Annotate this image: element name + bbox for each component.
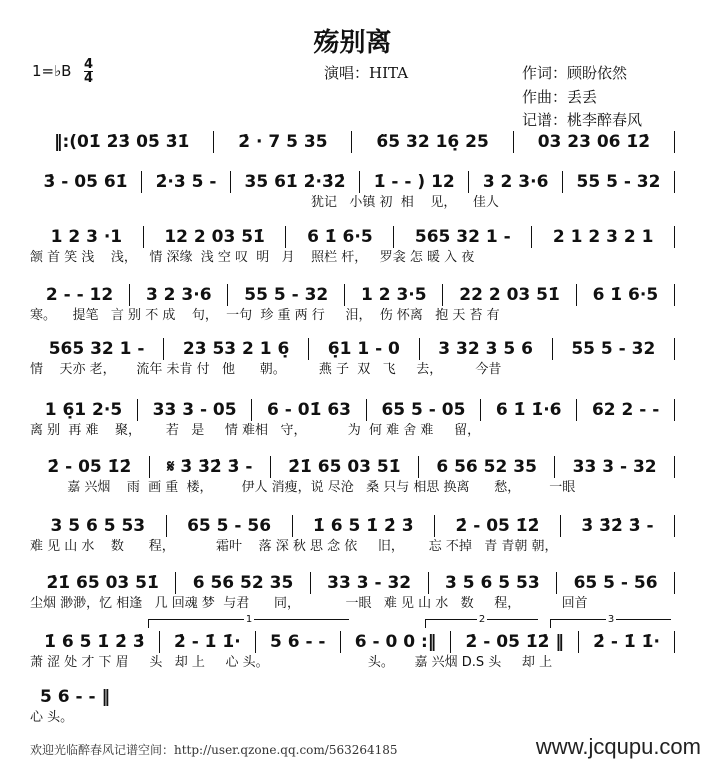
- measure: 55 5 - 32: [244, 285, 329, 305]
- measure: 65 5 - 56: [187, 516, 272, 536]
- measure: 6 1̇ 6·5: [307, 227, 373, 247]
- lyricist: 作词：顾盼依然: [522, 64, 628, 82]
- measure: 2̇ - 1̇ 1̇·: [173, 632, 241, 652]
- composer: 作曲：丢丢: [522, 88, 598, 106]
- staff-row: [30, 513, 675, 539]
- lyrics-line: 犹记 小镇 初 相 见， 佳人: [30, 195, 499, 210]
- staff-row: [30, 282, 675, 308]
- measure: 6 1̇ 1̇·6: [495, 400, 562, 420]
- song-title: 殇别离: [313, 28, 392, 58]
- measure: 2̇ - 05 1̇2̇: [47, 457, 132, 477]
- staff-row: [30, 224, 675, 250]
- measure: 1 2 3 ·1: [50, 227, 123, 247]
- volta-label: 2: [478, 614, 486, 625]
- lyrics-line: 尘烟 渺渺，忆 相逢 几 回魂 梦 与君 同， 一眼 难 见 山 水 数 程， 回首: [30, 596, 588, 611]
- lyrics-line: 萧 涩 处 才 下 眉 头 却 上 心 头。 头。 嘉 兴烟 D.S 头 却 上: [30, 655, 553, 670]
- time-signature: [84, 58, 93, 85]
- measure: 62 2 - -: [591, 400, 660, 420]
- measure: 6 56 52 35: [436, 457, 537, 477]
- measure: 𝄋 3̇ 3̇2̇ 3̇ -: [167, 457, 253, 477]
- measure: 2 - - 12: [45, 285, 114, 305]
- bar-line: [674, 171, 675, 193]
- measure: 2̇ - 05 1̇2̇: [455, 516, 540, 536]
- staff-row: [30, 454, 675, 480]
- measure: 2̇1̇ 65 03 51̇: [288, 457, 401, 477]
- measure: 22 2 03 51̇: [459, 285, 560, 305]
- lyrics-line: 寒。 提笔 言 别 不 成 句， 一句 珍 重 两 行 泪， 伤 怀离 抱 天 苔 有: [30, 308, 500, 323]
- bar-line: [674, 631, 675, 653]
- footer-text: 欢迎光临醉春风记谱空间：http://user.qzone.qq.com/563264185: [30, 743, 398, 757]
- measure: 3 32 3 5 6: [438, 339, 533, 359]
- staff-row: [30, 570, 675, 596]
- staff-row: [30, 336, 675, 362]
- measure: 33 3 - 05: [152, 400, 237, 420]
- measure: 1 2 3·5: [360, 285, 427, 305]
- volta-label: 1: [245, 614, 253, 625]
- transcriber: 记谱：桃李醉春风: [522, 111, 643, 129]
- measure: 2̇1̇ 65 03 51̇: [46, 573, 159, 593]
- measure: 5 6 - - ‖: [40, 687, 110, 707]
- staff-row: [30, 684, 120, 710]
- measure: 1 6̣1 2·5: [44, 400, 123, 420]
- bar-line: [674, 284, 675, 306]
- measure: 3̇ 3̇2̇ 3̇ -: [581, 516, 654, 536]
- measure: 1̇ 6 5 1̇ 2̇ 3̇: [312, 516, 414, 536]
- bar-line: [674, 226, 675, 248]
- measure: 2̇·3 5 -: [155, 172, 217, 192]
- lyrics-line: 难 见 山 水 数 程， 霜叶 落 深 秋 思 念 依 旧， 忘 不掉 青 青朝 朝，: [30, 539, 558, 554]
- measure: 33 3 - 32: [572, 457, 657, 477]
- key-signature: 1=♭B: [32, 62, 72, 80]
- volta-3: [550, 614, 671, 628]
- measure: 1̇ - - ) 12: [373, 172, 455, 192]
- site-watermark: www.jcqupu.com: [535, 734, 701, 759]
- measure: 3 5 6 5 53: [445, 573, 540, 593]
- measure: 3 5 6 5 53: [50, 516, 146, 536]
- volta-label: 3: [607, 614, 615, 625]
- measure: 65 5 - 05: [381, 400, 466, 420]
- time-sig-bottom: 4: [84, 71, 94, 86]
- lyrics-line: 嘉 兴烟 雨 画 重 楼， 伊人 消瘦，说 尽沧 桑 只与 相思 换离 愁， 一眼: [30, 480, 576, 495]
- lyrics-line: 颔 首 笑 浅 浅， 情 深缘 浅 空 叹 明 月 照栏 杆， 罗衾 怎 暖 入 夜: [30, 250, 475, 265]
- time-sig-top: 4: [84, 57, 94, 72]
- measure: 03 23 06 1̇2̇: [537, 132, 651, 152]
- measure: 33 3 - 32: [327, 573, 412, 593]
- staff-row: [30, 129, 675, 155]
- bar-line: [674, 399, 675, 421]
- measure: 65 5 - 56: [573, 573, 658, 593]
- measure: 6 1̇ 6·5: [592, 285, 659, 305]
- measure: 2 1 2 3 2 1: [552, 227, 654, 247]
- measure: ‖:(01̇ 2̇3̇ 05̇ 3̇1̇: [53, 132, 190, 152]
- measure: 6̈5 32 16̣ 25: [376, 132, 489, 152]
- staff-row: [30, 629, 675, 655]
- measure: 35 61̇ 2̇·3̇2̇: [244, 172, 346, 192]
- measure: 55 5 - 32: [576, 172, 661, 192]
- measure: 2̇ - 1̇ 1̇·: [593, 632, 660, 652]
- volta-2: [425, 614, 538, 628]
- measure: 3 2 3·6: [482, 172, 549, 192]
- measure: 565 32 1 -: [414, 227, 511, 247]
- bar-line: [674, 572, 675, 594]
- staff-row: [30, 397, 675, 423]
- singer: 演唱：HITA: [324, 64, 409, 82]
- measure: 6 56 52 35: [192, 573, 294, 593]
- bar-line: [674, 515, 675, 537]
- measure: 55 5 - 32: [571, 339, 656, 359]
- measure: 6 - 0 0 :‖: [354, 632, 437, 652]
- measure: 6 - 01̇ 63: [267, 400, 352, 420]
- measure: 12 2 03 51̇: [164, 227, 265, 247]
- measure: 23 53 2 1 6̣: [182, 339, 290, 359]
- lyrics-line: 情 天亦 老， 流年 未肯 付 他 朝。 燕 子 双 飞 去， 今昔: [30, 362, 502, 377]
- measure: 5 6 - -: [269, 632, 326, 652]
- measure: 3̇ - 05 61̇: [43, 172, 128, 192]
- volta-1: [148, 614, 349, 628]
- bar-line: [674, 338, 675, 360]
- staff-row: [30, 169, 675, 195]
- lyrics-line: 心 头。: [30, 710, 74, 725]
- measure: 6̣1 1 - 0: [327, 339, 400, 359]
- measure: 1̇ 6 5 1̇ 2̇ 3̇: [44, 632, 145, 652]
- measure: 565 32 1 -: [48, 339, 145, 359]
- measure: 3 2 3·6: [145, 285, 212, 305]
- measure: 2̇ · 7 5 35: [238, 132, 328, 152]
- bar-line: [674, 131, 675, 153]
- bar-line: [674, 456, 675, 478]
- measure: 2̇ - 05 1̇2̇ ‖: [465, 632, 564, 652]
- lyrics-line: 离 别 再 难 聚， 若 是 情 难相 守， 为 何 难 舍 难 留，: [30, 423, 481, 438]
